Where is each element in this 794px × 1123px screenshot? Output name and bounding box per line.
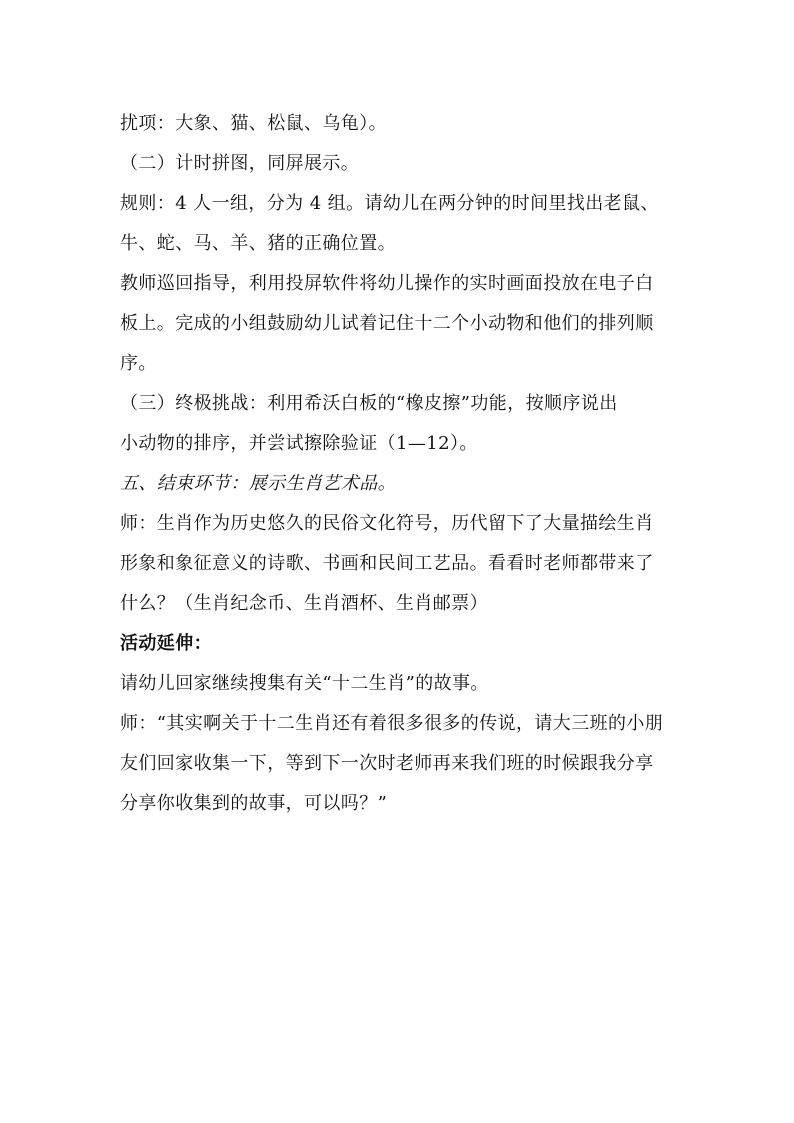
- section-heading-final-challenge: （三）终极挑战：利用希沃白板的“橡皮擦”功能，按顺序说出: [120, 393, 618, 414]
- paragraph-distractor-items: 扰项：大象、猫、松鼠、乌龟）。: [120, 113, 387, 134]
- paragraph-teacher-guidance: 教师巡回指导，利用投屏软件将幼儿操作的实时画面投放在电子白板上。完成的小组鼓励幼儿试着记住十二个小动物和他们的排列顺序。: [120, 273, 654, 374]
- paragraph-teacher-art-display: 师：生肖作为历史悠久的民俗文化符号，历代留下了大量描绘生肖形象和象征意义的诗歌、书画和民间工艺品。看看时老师都带来了什么？（生肖纪念币、生肖酒杯、生肖邮票）: [120, 513, 654, 614]
- section-heading-timed-puzzle: （二）计时拼图，同屏展示。: [120, 153, 360, 174]
- paragraph-ordering-check: 小动物的排序，并尝试擦除验证（1—12）。: [120, 433, 478, 454]
- paragraph-teacher-closing: 师：“其实啊关于十二生肖还有着很多很多的传说，请大三班的小朋友们回家收集一下，等到下一次时老师再来我们班的时候跟我分享分享你收集到的故事，可以吗？”: [120, 713, 664, 814]
- heading-activity-extension: 活动延伸：: [120, 633, 212, 654]
- document-body: [120, 104, 665, 824]
- paragraph-rules: 规则：4 人一组，分为 4 组。请幼儿在两分钟的时间里找出老鼠、牛、蛇、马、羊、猪的正确位置。: [120, 193, 659, 254]
- section-heading-ending: 五、结束环节：展示生肖艺术品。: [120, 473, 396, 494]
- paragraph-collect-stories: 请幼儿回家继续搜集有关“十二生肖”的故事。: [120, 673, 489, 694]
